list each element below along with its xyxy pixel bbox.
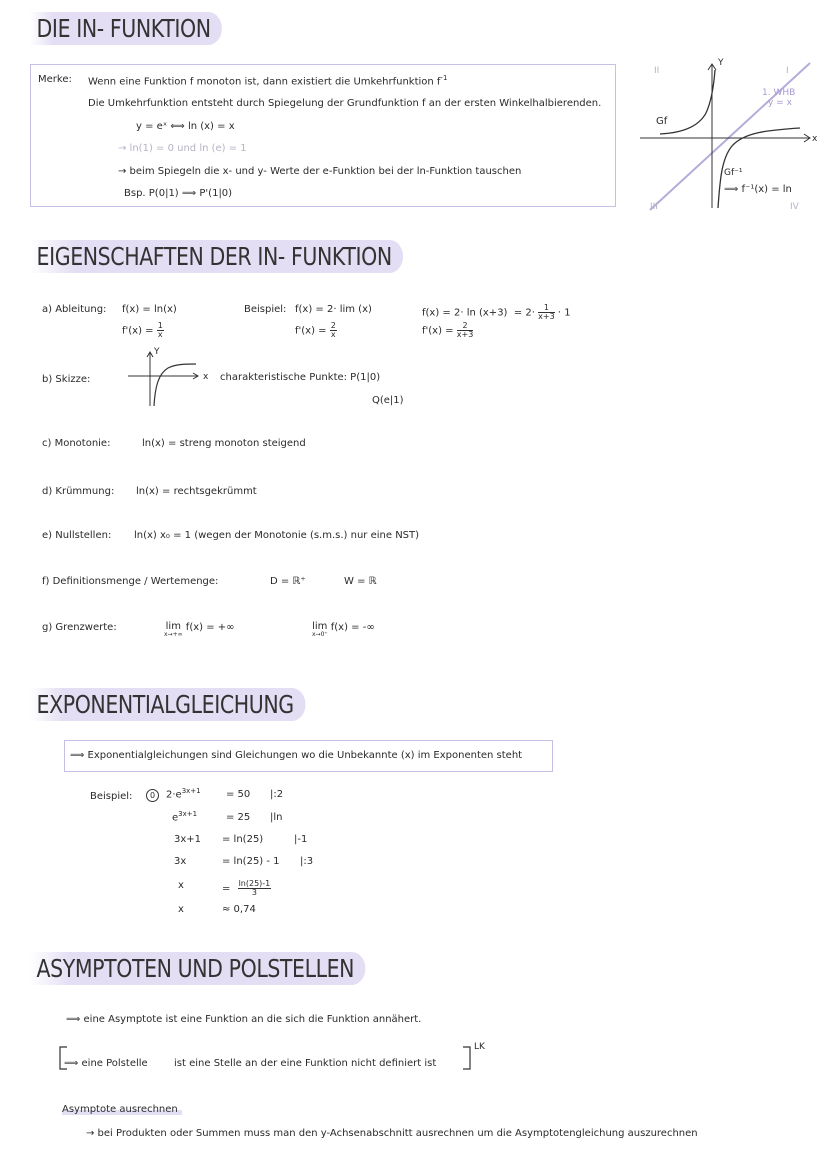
f-label: f) Definitionsmenge / Wertemenge:	[42, 576, 219, 587]
g-lim1: lim x→+∞ f(x) = +∞	[164, 621, 235, 638]
a-label: a) Ableitung:	[42, 304, 107, 315]
roman-4: IV	[790, 202, 799, 212]
d-label: d) Krümmung:	[42, 486, 115, 497]
asym-line3: → bei Produkten oder Summen muss man den y-Achsenabschnitt ausrechnen um die Asymptotengleichung auszurechnen	[86, 1128, 698, 1139]
expo-r1-l: $2\cdot e^{3x+1}$	[166, 787, 201, 801]
gfinv-label: Gf⁻¹	[724, 168, 743, 178]
asym-subheading: Asymptote ausrechnen	[62, 1104, 182, 1115]
asym-line2b: ist eine Stelle an der eine Funktion nicht definiert ist	[174, 1058, 437, 1069]
merke-line6: Bsp. P(0|1) ⟹ P'(1|0)	[124, 188, 233, 199]
whb-label: 1. WHB	[762, 88, 796, 98]
expo-r2-op: |ln	[270, 812, 283, 823]
expo-r2-l: $e^{3x+1}$	[172, 810, 198, 824]
finv-label: ⟹ f⁻¹(x) = ln	[724, 184, 792, 195]
merke-line5: → beim Spiegeln die x- und y- Werte der e-Funktion bei der ln-Funktion tauschen	[118, 166, 522, 177]
roman-3: III	[650, 202, 658, 212]
a-f: f(x) = ln(x)	[122, 304, 177, 315]
a-fprime: f'(x) = $\frac{1}{x}$	[122, 321, 163, 339]
b-text: charakteristische Punkte: P(1|0)	[220, 372, 381, 383]
expo-box-text: ⟹ Exponentialgleichungen sind Gleichungen wo die Unbekannte (x) im Exponenten steht	[70, 750, 523, 761]
e-label: e) Nullstellen:	[42, 530, 112, 541]
roman-1: I	[786, 66, 789, 76]
g-label: g) Grenzwerte:	[42, 622, 117, 633]
bsp2-f: f(x) = 2· ln (x+3) = 2· $\frac{1}{x+3}$ · 1	[422, 303, 571, 321]
exp-curve	[660, 70, 715, 134]
expo-r1-op: |:2	[270, 789, 284, 800]
roman-2: II	[654, 66, 660, 76]
expo-r4-r: = ln(25) - 1	[222, 856, 280, 867]
bsp-f: f(x) = 2· lim (x)	[295, 304, 372, 315]
graph-y-label: Y	[718, 58, 724, 68]
expo-r6-r: ≈ 0,74	[222, 904, 256, 915]
gf-label: Gf	[656, 116, 668, 127]
expo-r3-l: 3x+1	[174, 834, 202, 845]
e-text: ln(x) x₀ = 1 (wegen der Monotonie (s.m.s.) nur eine NST)	[134, 530, 420, 541]
expo-r2-r: = 25	[226, 812, 251, 823]
asym-line2a: ⟹ eine Polstelle	[64, 1058, 148, 1069]
expo-circle-marker: 0	[146, 789, 159, 802]
graph-x-label: x	[812, 134, 818, 144]
heading-eigenschaften: EIGENSCHAFTEN DER IN- FUNKTION	[30, 240, 403, 273]
merke-line3: y = eˣ ⟺ ln (x) = x	[136, 121, 235, 132]
expo-r4-l: 3x	[174, 856, 187, 867]
expo-r3-op: |-1	[294, 834, 308, 845]
merke-line2: Die Umkehrfunktion entsteht durch Spiegelung der Grundfunktion f an der ersten Winkelhalbierenden.	[88, 98, 602, 109]
bsp2-fprime: f'(x) = $\frac{2}{x+3}$	[422, 321, 474, 339]
b-text2: Q(e|1)	[372, 395, 404, 406]
c-text: ln(x) = streng monoton steigend	[142, 438, 306, 449]
b-label: b) Skizze:	[42, 374, 91, 385]
merke-line4: → ln(1) = 0 und ln (e) = 1	[118, 143, 247, 154]
ln-sketch	[128, 348, 200, 408]
merke-label: Merke:	[38, 74, 72, 85]
f-d: D = ℝ⁺	[270, 576, 306, 587]
heading-exponentialgleichung: EXPONENTIALGLEICHUNG	[30, 688, 305, 721]
bracket-right	[462, 1046, 472, 1070]
merke-line1: Wenn eine Funktion f monoton ist, dann existiert die Umkehrfunktion $f^{-1}$	[88, 74, 448, 88]
heading-asymptoten: ASYMPTOTEN UND POLSTELLEN	[30, 952, 366, 985]
asym-line1: ⟹ eine Asymptote ist eine Funktion an die sich die Funktion annähert.	[66, 1014, 422, 1025]
g-lim2: lim x→0⁺ f(x) = -∞	[312, 621, 375, 638]
sketch-y-label: Y	[154, 347, 160, 357]
heading-ln-funktion: DIE IN- FUNKTION	[30, 12, 222, 45]
whb-eq: y = x	[768, 98, 792, 108]
expo-r3-r: = ln(25)	[222, 834, 264, 845]
lk-tag: LK	[474, 1042, 485, 1052]
expo-r6-l: x	[178, 904, 184, 915]
f-w: W = ℝ	[344, 576, 377, 587]
expo-r4-op: |:3	[300, 856, 314, 867]
expo-r5-r: = $\frac{\ln(25)-1}{3}$	[222, 879, 271, 897]
c-label: c) Monotonie:	[42, 438, 111, 449]
expo-bsp-label: Beispiel:	[90, 791, 133, 802]
bsp-fprime: f'(x) = $\frac{2}{x}$	[295, 321, 336, 339]
expo-r1-r: = 50	[226, 789, 251, 800]
bsp-label: Beispiel:	[244, 304, 287, 315]
sketch-x-label: x	[203, 372, 209, 382]
expo-r5-l: x	[178, 880, 184, 891]
d-text: ln(x) = rechtsgekrümmt	[136, 486, 257, 497]
